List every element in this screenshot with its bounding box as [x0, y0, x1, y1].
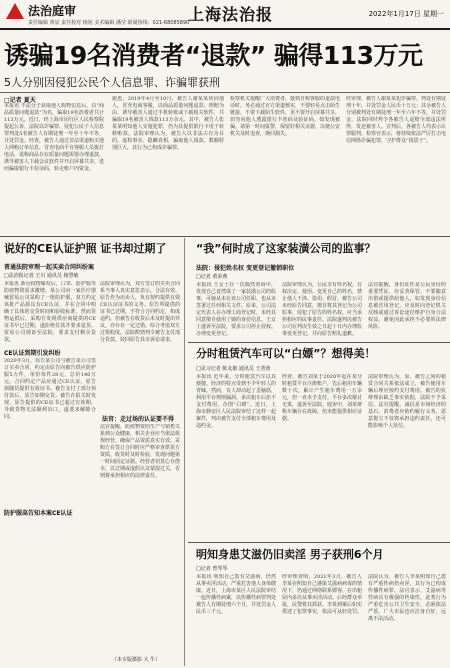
- article-divider-1: [188, 342, 450, 343]
- supervisor-column-1-text: 本报讯 王女士在一次偶然查询中，发现自己竟然成了一家装潢公司的监事，可她从未在该公司任职，也从未签署过任何相关文件。原来，公司法定代表人在办理工商登记时，未经其同意擅自使用了她的身份信息。王女士遂诉至法院，要求公司停止侵权、办理变更登记。: [196, 282, 276, 337]
- ce-column-2b-text: 法官提醒，防疫物资的生产与销售关系到公众健康，相关企业应当依法依规经营，确保产品资质真实有效。采购方在签订合同时应严格审查供货方资质，收货时及时检验，发现问题第一时间固定证据。经营者切莫心存侥幸，以过期或虚假认证蒙混过关，否则将承担相应的法律责任。: [100, 424, 180, 479]
- car-column-1-text: 本报讯 近年来，分时租赁汽车以其便捷、经济的特点受到不少年轻人的青睐。然而，有人却动起了歪脑筋，利用平台规则漏洞，多次租车后拒不支付费用，企图“白嫖”。近日，上海市静安区人民法院审结了这样一起案件，判决被告支付全部租车费用及违约金。: [196, 374, 276, 429]
- supervisor-column-3: [368, 282, 446, 338]
- ce-article-headline: 说好的CE认证护照 证书却过期了: [4, 242, 167, 255]
- section-divider: [0, 236, 450, 237]
- car-column-3: [368, 374, 446, 540]
- lead-headline: 诱骗19名消费者“退款” 骗得113万元: [4, 41, 423, 70]
- photo-credit: （本专版摄影 大 牛）: [112, 657, 161, 663]
- aids-column-3-text: 法院认为，被告人李某明知自己患有严重性病仍卖淫，其行为已构成传播性病罪。法官表示，艾滋病等性病具有极强的传染性，此类行为严重危害公共卫生安全，必须依法严惩。广大市民也应洁身自好，远离不法活动。: [368, 574, 446, 622]
- issue-date: 2022年1月17日 星期一: [368, 10, 444, 18]
- aids-column-2: [282, 574, 362, 662]
- car-column-2-text: 经查，被告刘某于2020年起在某分时租赁平台注册账户，先后租用车辆数十次，累计产生租车费用一万余元，但一直未予支付。平台多次催讨无果，遂诉至法院。庭审中，刘某辩称车辆存在故障，但未能提供相应证据。: [282, 374, 362, 422]
- lead-column-4-text: 经审理，被告人谢某某犯诈骗罪，判处有期徒刑十年，并处罚金人民币十万元；其余被告人分别被判处有期徒刑一年至六年不等，并处罚金。法院同时判令各被告人退赔全部违法所得，发还被害人。宣判后，各被告人均表示认罪服判。检察官表示，将持续依法严厉打击电信网络诈骗犯罪，守护群众“钱袋子”。: [346, 96, 446, 144]
- aids-article-headline: 明知身患艾滋仍旧卖淫 男子获刑6个月: [196, 548, 384, 561]
- aids-column-1-text: 本报讯 明知自己患有艾滋病，仍然从事卖淫活动，严重危害他人身体健康。近日，上海市某区人民法院审结一起传播性病案，以传播性病罪判处被告人有期徒刑六个月，并处罚金人民币三千元。: [196, 574, 276, 615]
- lead-column-4: [346, 96, 446, 233]
- lead-divider: [0, 92, 450, 93]
- ce-subhead-1: CE认证到期引发纠纷: [4, 350, 61, 357]
- lead-column-2-text: 据悉，2019年4月至10月，被告人谢某某伙同他人，冒充电商客服，以商品质量问题退款、理赔为由，诱导被害人通过手机转账或下载相关软件，共骗取19名被害人钱款113万余元。其中，被告人张某某明知他人实施犯罪，仍为其提供银行卡用于转移赃款。法院审理认为，被告人以非法占有为目的，虚构事实、隐瞒真相，骗取他人钱款，数额特别巨大，其行为已构成诈骗罪。: [112, 96, 224, 151]
- car-article-headline: 分时租赁汽车可以“白嫖”？想得美！: [196, 347, 376, 360]
- section-logo-icon: [6, 3, 24, 19]
- section-title: 法治庭审: [28, 4, 77, 18]
- ce-article-byline: □法治报记者 王川 通讯员 杨慧敏: [4, 273, 79, 279]
- ce-column-2: [100, 281, 180, 411]
- car-column-3-text: 法院审理认为，原、被告之间的租赁合同关系依法成立，被告使用车辆后理应按约支付费用。被告的抗辩理由缺乏事实依据，法院不予采信。法官提醒，诚信是市场经济的基石，消费者应依约履行义务，恶意拖欠不仅将承担违约责任，还可能影响个人征信。: [368, 374, 446, 429]
- lead-subheadline: 5人分别因侵犯公民个人信息罪、诈骗罪获刑: [4, 76, 220, 89]
- lead-column-1-text: 本报讯 不法分子获取他人购物信息后，以“商品质量问题退款”为名，骗取19名消费者共计113万元。近日，经上海市闵行区人民检察院提起公诉，法院以诈骗罪、侵犯公民个人信息罪判处5名被告人有期徒刑一年至十年不等，并处罚金。经查，被告人通过非法渠道购买他人网购订单信息，冒充电商平台客服人员拨打电话，谎称商品存在质量问题需要办理退款，诱导被害人下载会议软件并开启屏幕共享，进而骗取银行卡验证码，转走账户内资金。: [4, 103, 104, 172]
- newspaper-logo: 上海法治报: [188, 5, 274, 24]
- lead-column-1: [4, 103, 104, 233]
- supervisor-column-3-text: 法官提醒，身份证件是公民身份的重要凭证，应妥善保管，不要随意出借或提供给他人。如发现身份信息被冒用登记，应及时向登记机关反映或通过诉讼途径维护自身合法权益，避免因此承担不必要的法律风险。: [368, 282, 446, 330]
- masthead: [0, 0, 450, 30]
- car-column-2: [282, 374, 362, 540]
- lead-column-2: [112, 96, 224, 233]
- lead-column-3-text: 检察机关提醒广大消费者，接到自称客服的退款电话时，务必通过官方渠道核实，不要轻易点击陌生链接，不要下载陌生软件，更不要开启屏幕共享，切勿向他人透露银行卡密码及验证码。如发现被骗，请第一时间报警，保留好相关证据，以便公安机关及时追查，挽回损失。: [230, 96, 340, 137]
- car-column-1: [196, 374, 276, 540]
- lead-column-3: [230, 96, 340, 233]
- supervisor-article-headline: “我”何时成了这家装潢公司的监事？: [196, 242, 376, 255]
- supervisor-column-1: [196, 282, 276, 338]
- ce-column-1b-text: 2020年3月，原告某公司与被告某公司签订买卖合同，约定由原告向被告供应防护服5万件，单价每件28元，总价140万元。合同约定产品应通过CE认证，原告须随货提供有效证书。被告支付了部分预付款后，原告如期交货。被告在报关时发现，原告提供的CE证书已超过有效期，导致货物无法顺利出口，遂要求解除合同。: [4, 358, 96, 420]
- ce-column-1b: [4, 358, 96, 504]
- ce-column-2b: [100, 424, 180, 648]
- lead-byline: □记者 夏天: [4, 97, 36, 104]
- aids-column-3: [368, 574, 446, 662]
- car-article-byline: □见习记者 陈友敏 通讯员 王善蓉: [196, 366, 271, 372]
- aids-article-byline: □记者 曾琴琴: [196, 566, 228, 572]
- supervisor-article-byline: □记者 黄荣燕: [196, 274, 228, 280]
- supervisor-column-2: [282, 282, 362, 338]
- ce-subhead-2: 防护服高告知本案CE认证: [4, 510, 73, 517]
- editor-credits: 责任编辑 黄辰 责任校对 杨旭 美术编辑 潘莹 新闻热线：021-68085890: [28, 20, 190, 26]
- ce-article-subheadline: 普通法院审理一起买卖合同纠纷案: [4, 264, 95, 271]
- ce-column-1: [4, 281, 96, 345]
- aids-column-1: [196, 574, 276, 662]
- column-divider: [184, 238, 185, 666]
- ce-column-1-text: 本报讯 新冠疫情爆发后，口罩、防护服等防疫物资需求激增。某公司向一家医疗器械贸易公司采购了一批防护服，双方约定该批产品须具有CE认证，并在合同中明确了具体的交货时间和验收标准。然而货物运抵后，采购方发现供应商提供的CE证书早已过期，遂拒绝付款并要求退货。贸易公司则诉至法院，要求支付剩余货款。: [4, 281, 96, 343]
- supervisor-column-2-text: 法院审理认为，公民享有姓名权，有权决定、使用、变更自己的姓名，禁止他人干涉、盗用、假冒。被告公司未经原告同意，擅自将其登记为公司监事，侵犯了原告的姓名权，应当承担相应的民事责任。法院遂判决被告公司在判决生效之日起十日内办理监事变更登记，并向原告赔礼道歉。: [282, 282, 362, 337]
- ce-column-2-text: 法院审理认为，双方签订的买卖合同系当事人真实意思表示，合法有效。原告作为出卖人，负有按约提供有效CE认证证书的义务。原告所提供的证书已过期，不符合合同约定，构成违约。但被告在收货后未及时提出异议，亦存在一定过错。综合考虑双方过错程度，法院酌情判令被告支付部分货款，驳回原告其余诉讼请求。: [100, 281, 180, 343]
- ce-subhead-3: 法官：走过场的认证要不得: [102, 416, 175, 423]
- article-divider-2: [188, 542, 450, 543]
- supervisor-article-subheadline: 法院：侵犯姓名权 变更登记撤销职位: [196, 265, 295, 272]
- aids-column-2-text: 经审理查明，2021年3月，被告人李某在明知自己感染艾滋病病毒的情况下，仍通过网络联系嫖客，在出租屋内多次从事卖淫活动。后经群众举报，民警将其抓获。李某到案后如实供述了犯罪事实，依法可从轻处罚。: [282, 574, 362, 615]
